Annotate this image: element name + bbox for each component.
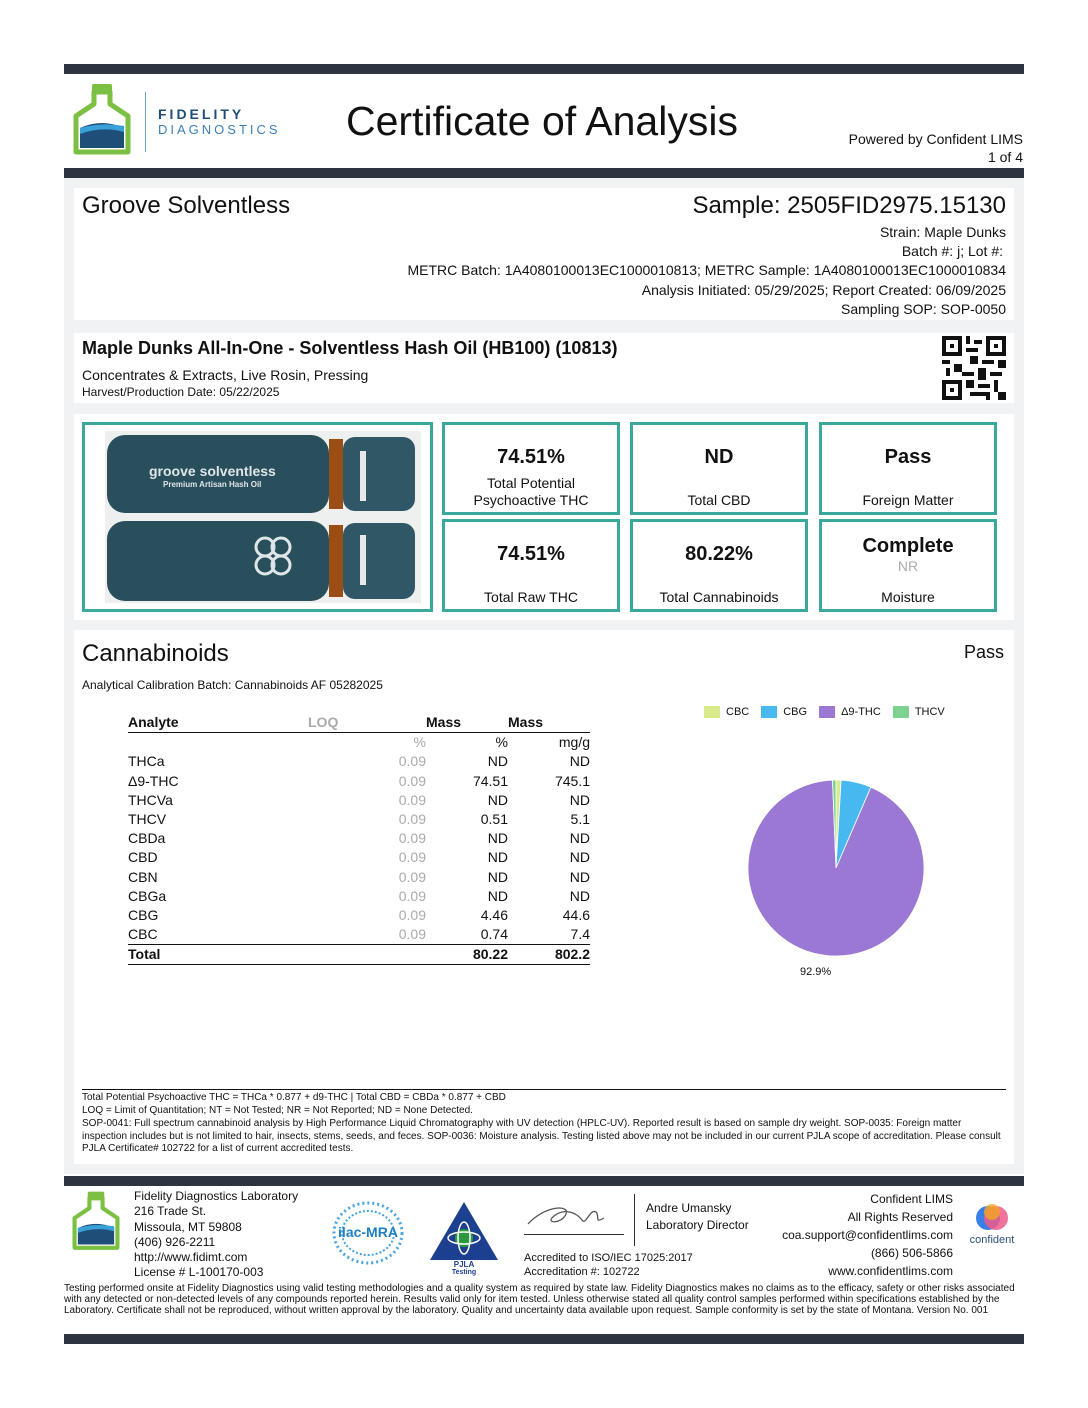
mass-pct-cell: ND xyxy=(487,887,508,904)
unit-mass-pct: % xyxy=(495,734,508,751)
strain: Strain: Maple Dunks xyxy=(879,224,1006,240)
legend-item xyxy=(704,706,749,718)
summary-value: 74.51% xyxy=(497,543,565,565)
product-image-brand: groove solventless xyxy=(149,463,276,479)
summary-label: Total Raw THC xyxy=(484,589,578,605)
company-name-line1: FIDELITY xyxy=(158,106,245,122)
mass-pct-cell: 4.46 xyxy=(480,906,508,923)
summary-tile-foreign-matter xyxy=(819,422,997,515)
pjla-subtext: Testing xyxy=(451,1269,477,1276)
mass-mg-cell: 7.4 xyxy=(570,926,590,943)
summary-tile-total-cannabinoids xyxy=(630,519,808,612)
loq-cell: 0.09 xyxy=(398,887,426,904)
calibration-batch: Analytical Calibration Batch: Cannabinoids AF 05282025 xyxy=(82,678,383,692)
table-row xyxy=(128,752,590,771)
mass-mg-cell: ND xyxy=(569,830,590,847)
unit-analyte xyxy=(128,733,308,753)
notes-divider xyxy=(82,1089,1006,1090)
harvest-date: Harvest/Production Date: 05/22/2025 xyxy=(82,385,280,399)
director-name: Andre Umansky xyxy=(646,1201,732,1215)
legend-label: CBC xyxy=(726,706,750,718)
page-number: 1 of 4 xyxy=(987,149,1023,165)
section-title: Cannabinoids xyxy=(82,640,229,667)
table-row xyxy=(128,887,590,906)
cannabinoids-table xyxy=(128,713,590,965)
mass-mg-cell: ND xyxy=(569,849,590,866)
confident-name: Confident LIMS xyxy=(870,1192,953,1206)
lab-address xyxy=(134,1189,298,1281)
product-category: Concentrates & Extracts, Live Rosin, Pressing xyxy=(82,367,369,383)
confident-phone: (866) 506-5866 xyxy=(870,1246,953,1260)
metrc-info: METRC Batch: 1A4080100013EC1000010813; METRC Sample: 1A4080100013EC1000010834 xyxy=(407,262,1006,278)
unit-mass-mg: mg/g xyxy=(558,734,590,751)
mass-mg-cell: ND xyxy=(569,791,590,808)
footer-top-bar xyxy=(64,1176,1024,1186)
flask-icon xyxy=(70,82,134,162)
mass-mg-cell: ND xyxy=(569,753,590,770)
summary-tile-total-cbd xyxy=(630,422,808,515)
mass-mg-cell: ND xyxy=(569,868,590,885)
header-mass-mg: Mass xyxy=(508,713,590,733)
confident-contact xyxy=(782,1190,953,1280)
summary-value: Complete xyxy=(862,535,954,557)
table-header-row xyxy=(128,713,590,733)
summary-value: 74.51% xyxy=(497,446,565,468)
mass-mg-cell: 745.1 xyxy=(554,772,590,789)
notes-line-2: LOQ = Limit of Quantitation; NT = Not Tested; NR = Not Reported; ND = None Detected. xyxy=(82,1105,473,1116)
lab-name: Fidelity Diagnostics Laboratory xyxy=(134,1189,299,1203)
signature-divider xyxy=(634,1194,635,1246)
confident-logo-text: confident xyxy=(969,1234,1015,1246)
pie-legend xyxy=(704,706,957,721)
mass-pct-cell: 0.74 xyxy=(480,926,508,943)
total-label: Total xyxy=(128,945,308,965)
mass-pct-cell: ND xyxy=(487,791,508,808)
product-name: Maple Dunks All-In-One - Solventless Hash Oil (HB100) (10813) xyxy=(82,338,618,358)
mass-pct-cell: 0.51 xyxy=(480,811,508,828)
product-image-frame xyxy=(82,422,433,612)
analyte-cell: CBD xyxy=(128,849,158,866)
director-title: Laboratory Director xyxy=(646,1218,749,1232)
legend-item xyxy=(761,706,807,718)
disclaimer: Testing performed onsite at Fidelity Diagnostics using valid testing methodologies and a quality system as required by state law. Fidelity Diagnostics makes no claims as to the efficacy, safety or other risks associated with any detected or non-detected levels of any compounds reported herein. Results valid only for item tested. Unless otherwise stated all quality control samples performed within specifications established by the Laboratory. Certificate shall not be reproduced, without written approval by the laboratory. Quality and uncertainty data available upon request. Sample conformity is set by the state of Montana. Version No. 001 xyxy=(64,1283,1015,1317)
legend-item xyxy=(893,706,945,718)
summary-value: 80.22% xyxy=(685,543,753,565)
notes-line-3: SOP-0041: Full spectrum cannabinoid analysis by High Performance Liquid Chromatography with UV detection (HPLC-UV). Reported result is based on sample dry weight. SOP-0035: Foreign matter inspection includes but is not limited to hair, insects, stems, seeds, and feces. SOP-0036: Moisture analysis. Testing listed above may not be included in our current PJLA scope of accreditation. Please consult PJLA Certificate# 102722 for a list of current accredited tests. xyxy=(82,1118,1001,1154)
legend-swatch xyxy=(893,706,909,718)
mass-mg-cell: 44.6 xyxy=(562,906,590,923)
legend-swatch xyxy=(761,706,777,718)
document-title: Certificate of Analysis xyxy=(346,98,738,144)
table-row xyxy=(128,925,590,945)
summary-label: Total CBD xyxy=(687,492,751,508)
loq-cell: 0.09 xyxy=(398,926,426,943)
summary-value: Pass xyxy=(884,446,932,468)
sampling-sop: Sampling SOP: SOP-0050 xyxy=(841,301,1006,317)
analyte-cell: THCVa xyxy=(128,791,173,808)
legend-item xyxy=(819,706,881,718)
pie-slice-label: 92.9% xyxy=(800,966,832,978)
summary-subvalue: NR xyxy=(897,558,919,574)
loq-cell: 0.09 xyxy=(398,753,426,770)
logo-divider xyxy=(145,92,146,152)
analyte-cell: CBDa xyxy=(128,830,166,847)
table-row xyxy=(128,906,590,925)
mass-mg-cell: 5.1 xyxy=(570,811,590,828)
analyte-cell: Δ9-THC xyxy=(128,772,179,789)
director-signature xyxy=(524,1198,624,1234)
summary-label: Total Potential Psychoactive THC xyxy=(473,475,589,508)
legend-swatch xyxy=(704,706,720,718)
table-row xyxy=(128,810,590,829)
table-row xyxy=(128,848,590,867)
total-mass-pct: 80.22 xyxy=(426,945,508,965)
pie-chart xyxy=(740,772,932,964)
product-image-subtitle: Premium Artisan Hash Oil xyxy=(163,480,262,489)
loq-cell: 0.09 xyxy=(398,791,426,808)
loq-cell: 0.09 xyxy=(398,849,426,866)
product-image xyxy=(105,431,421,603)
powered-by: Powered by Confident LIMS xyxy=(848,131,1023,147)
ilac-mra-logo xyxy=(330,1200,406,1266)
units-row xyxy=(128,733,590,753)
pjla-logo xyxy=(428,1200,500,1278)
loq-cell: 0.09 xyxy=(398,868,426,885)
ilac-mra-text: ilac-MRA xyxy=(338,1224,398,1240)
summary-tile-total-thc xyxy=(442,422,620,515)
lab-website[interactable]: http://www.fidimt.com xyxy=(134,1250,248,1265)
accreditation-number: Accreditation #: 102722 xyxy=(524,1266,640,1278)
top-bar xyxy=(64,64,1024,74)
fidelity-logo xyxy=(70,82,134,162)
sample-id: Sample: 2505FID2975.15130 xyxy=(692,192,1006,219)
confident-logo xyxy=(962,1202,1022,1250)
legend-label: Δ9-THC xyxy=(841,706,881,718)
analyte-cell: CBGa xyxy=(128,887,167,904)
confident-website[interactable]: www.confidentlims.com xyxy=(828,1264,953,1278)
loq-cell: 0.09 xyxy=(398,906,426,923)
lab-city: Missoula, MT 59808 xyxy=(134,1219,242,1234)
table-row xyxy=(128,829,590,848)
legend-swatch xyxy=(819,706,835,718)
loq-cell: 0.09 xyxy=(398,830,426,847)
confident-logo-icon xyxy=(962,1202,1022,1234)
mass-pct-cell: ND xyxy=(487,849,508,866)
header-mass-pct: Mass xyxy=(426,713,508,733)
analyte-cell: THCa xyxy=(128,753,165,770)
pjla-text: PJLA xyxy=(453,1260,475,1269)
flask-icon xyxy=(68,1190,124,1256)
header-loq: LOQ xyxy=(308,713,426,733)
confident-rights: All Rights Reserved xyxy=(847,1210,953,1224)
mass-pct-cell: ND xyxy=(487,868,508,885)
summary-tile-raw-thc xyxy=(442,519,620,612)
summary-label: Total Cannabinoids xyxy=(659,589,779,605)
total-loq xyxy=(308,945,426,965)
company-name-line2: DIAGNOSTICS xyxy=(158,122,281,137)
mass-pct-cell: ND xyxy=(487,753,508,770)
unit-loq: % xyxy=(413,734,426,751)
footer-flask-logo xyxy=(68,1190,124,1256)
lab-license: License # L-100170-003 xyxy=(134,1265,264,1280)
loq-cell: 0.09 xyxy=(398,772,426,789)
header-divider xyxy=(64,168,1024,178)
summary-tile-moisture xyxy=(819,519,997,612)
summary-label: Moisture xyxy=(881,589,935,605)
summary-value: ND xyxy=(704,446,734,468)
analysis-dates: Analysis Initiated: 05/29/2025; Report Created: 06/09/2025 xyxy=(641,282,1006,298)
table-row xyxy=(128,868,590,887)
client-name: Groove Solventless xyxy=(82,192,291,219)
table-row xyxy=(128,791,590,810)
table-row xyxy=(128,772,590,791)
loq-cell: 0.09 xyxy=(398,811,426,828)
notes-line-1: Total Potential Psychoactive THC = THCa * 0.877 + d9-THC | Total CBD = CBDa * 0.877 + CBD xyxy=(82,1092,506,1103)
analyte-cell: THCV xyxy=(128,811,167,828)
bottom-bar xyxy=(64,1334,1024,1344)
iso-accreditation: Accredited to ISO/IEC 17025:2017 xyxy=(524,1252,693,1264)
total-mass-mg: 802.2 xyxy=(508,945,590,965)
lab-phone: (406) 926-2211 xyxy=(134,1234,216,1249)
header-analyte: Analyte xyxy=(128,713,308,733)
analyte-cell: CBC xyxy=(128,926,158,943)
total-row xyxy=(128,945,590,965)
lab-street: 216 Trade St. xyxy=(134,1204,207,1219)
mass-pct-cell: 74.51 xyxy=(472,772,508,789)
legend-label: CBG xyxy=(783,706,808,718)
confident-email[interactable]: coa.support@confidentlims.com xyxy=(782,1228,953,1242)
analyte-cell: CBG xyxy=(128,906,159,923)
summary-label: Foreign Matter xyxy=(862,492,954,508)
section-status: Pass xyxy=(963,642,1004,662)
mass-mg-cell: ND xyxy=(569,887,590,904)
mass-pct-cell: ND xyxy=(487,830,508,847)
analyte-cell: CBN xyxy=(128,868,158,885)
batch-lot: Batch #: j; Lot #: xyxy=(901,243,1003,259)
legend-label: THCV xyxy=(914,706,945,718)
signature-line xyxy=(524,1234,624,1235)
qr-code-icon[interactable] xyxy=(942,336,1006,400)
